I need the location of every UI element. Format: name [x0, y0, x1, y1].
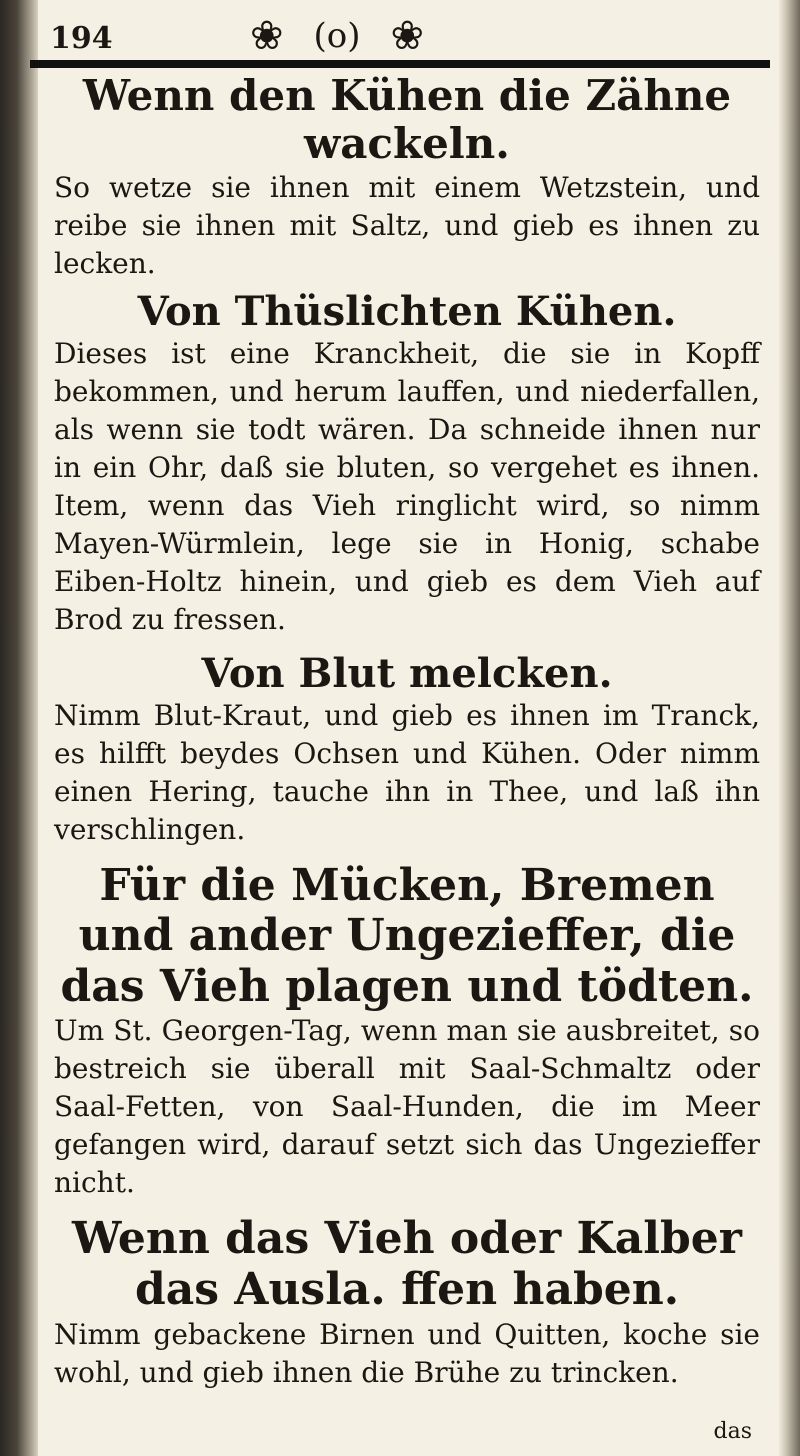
section-title-blood-milking: Von Blut melcken.	[201, 649, 613, 697]
signature-mark: (o)	[313, 16, 361, 56]
page-number: 194	[50, 21, 113, 56]
section-text-dizzy-cows: Dieses ist eine Kranckheit, die sie in Kopff bekommen, und herum lauffen, und niederfallen, als wenn sie todt wären. Da schneide ihnen nur in ein Ohr, daß sie bluten, so vergehet es ihnen. Item, wenn das Vieh ringlicht wird, so nimm Mayen-Würmlein, lege sie in Honig, schabe Eiben-Holtz hinein, und gieb es dem Vieh auf Brod zu fressen.	[54, 336, 760, 636]
ornament-left-icon: ❀	[250, 13, 284, 59]
page-edge-right	[778, 0, 800, 1456]
page-edge-shadow	[0, 0, 42, 1456]
section-text-insects: Um St. Georgen-Tag, wenn man sie ausbreitet, so bestreich sie überall mit Saal-Schmaltz oder Saal-Fetten, von Saal-Hunden, die im Meer gefangen wird, darauf setzt sich das Ungezieffer nicht.	[54, 1014, 760, 1200]
catchword: das	[713, 1419, 752, 1444]
page-body	[54, 72, 760, 1392]
section-text-calves: Nimm gebackene Birnen und Quitten, koche sie wohl, und gieb ihnen die Brühe zu trincken.	[54, 1317, 760, 1389]
ornament-right-icon: ❀	[390, 13, 425, 59]
section-text-blood-milking: Nimm Blut-Kraut, und gieb es ihnen im Tranck, es hilfft beydes Ochsen und Kühen. Oder nimm einen Hering, tauche ihn in Thee, und laß ihn verschlingen.	[54, 698, 760, 846]
section-title-insects: Für die Mücken, Bremen und ander Ungezieffer, die das Vieh plagen und tödten.	[60, 859, 754, 1012]
section-title-dizzy-cows: Von Thüslichten Kühen.	[137, 287, 677, 335]
page-header	[50, 6, 770, 59]
section-title-teeth: Wenn den Kühen die Zähne wackeln.	[82, 71, 732, 169]
section-text-teeth: So wetze sie ihnen mit einem Wetzstein, und reibe sie ihnen mit Saltz, und gieb es ihnen zu lecken.	[54, 170, 760, 280]
section-title-calves: Wenn das Vieh oder Kalber das Ausla. ffen haben.	[72, 1213, 742, 1315]
header-rule	[30, 60, 770, 68]
